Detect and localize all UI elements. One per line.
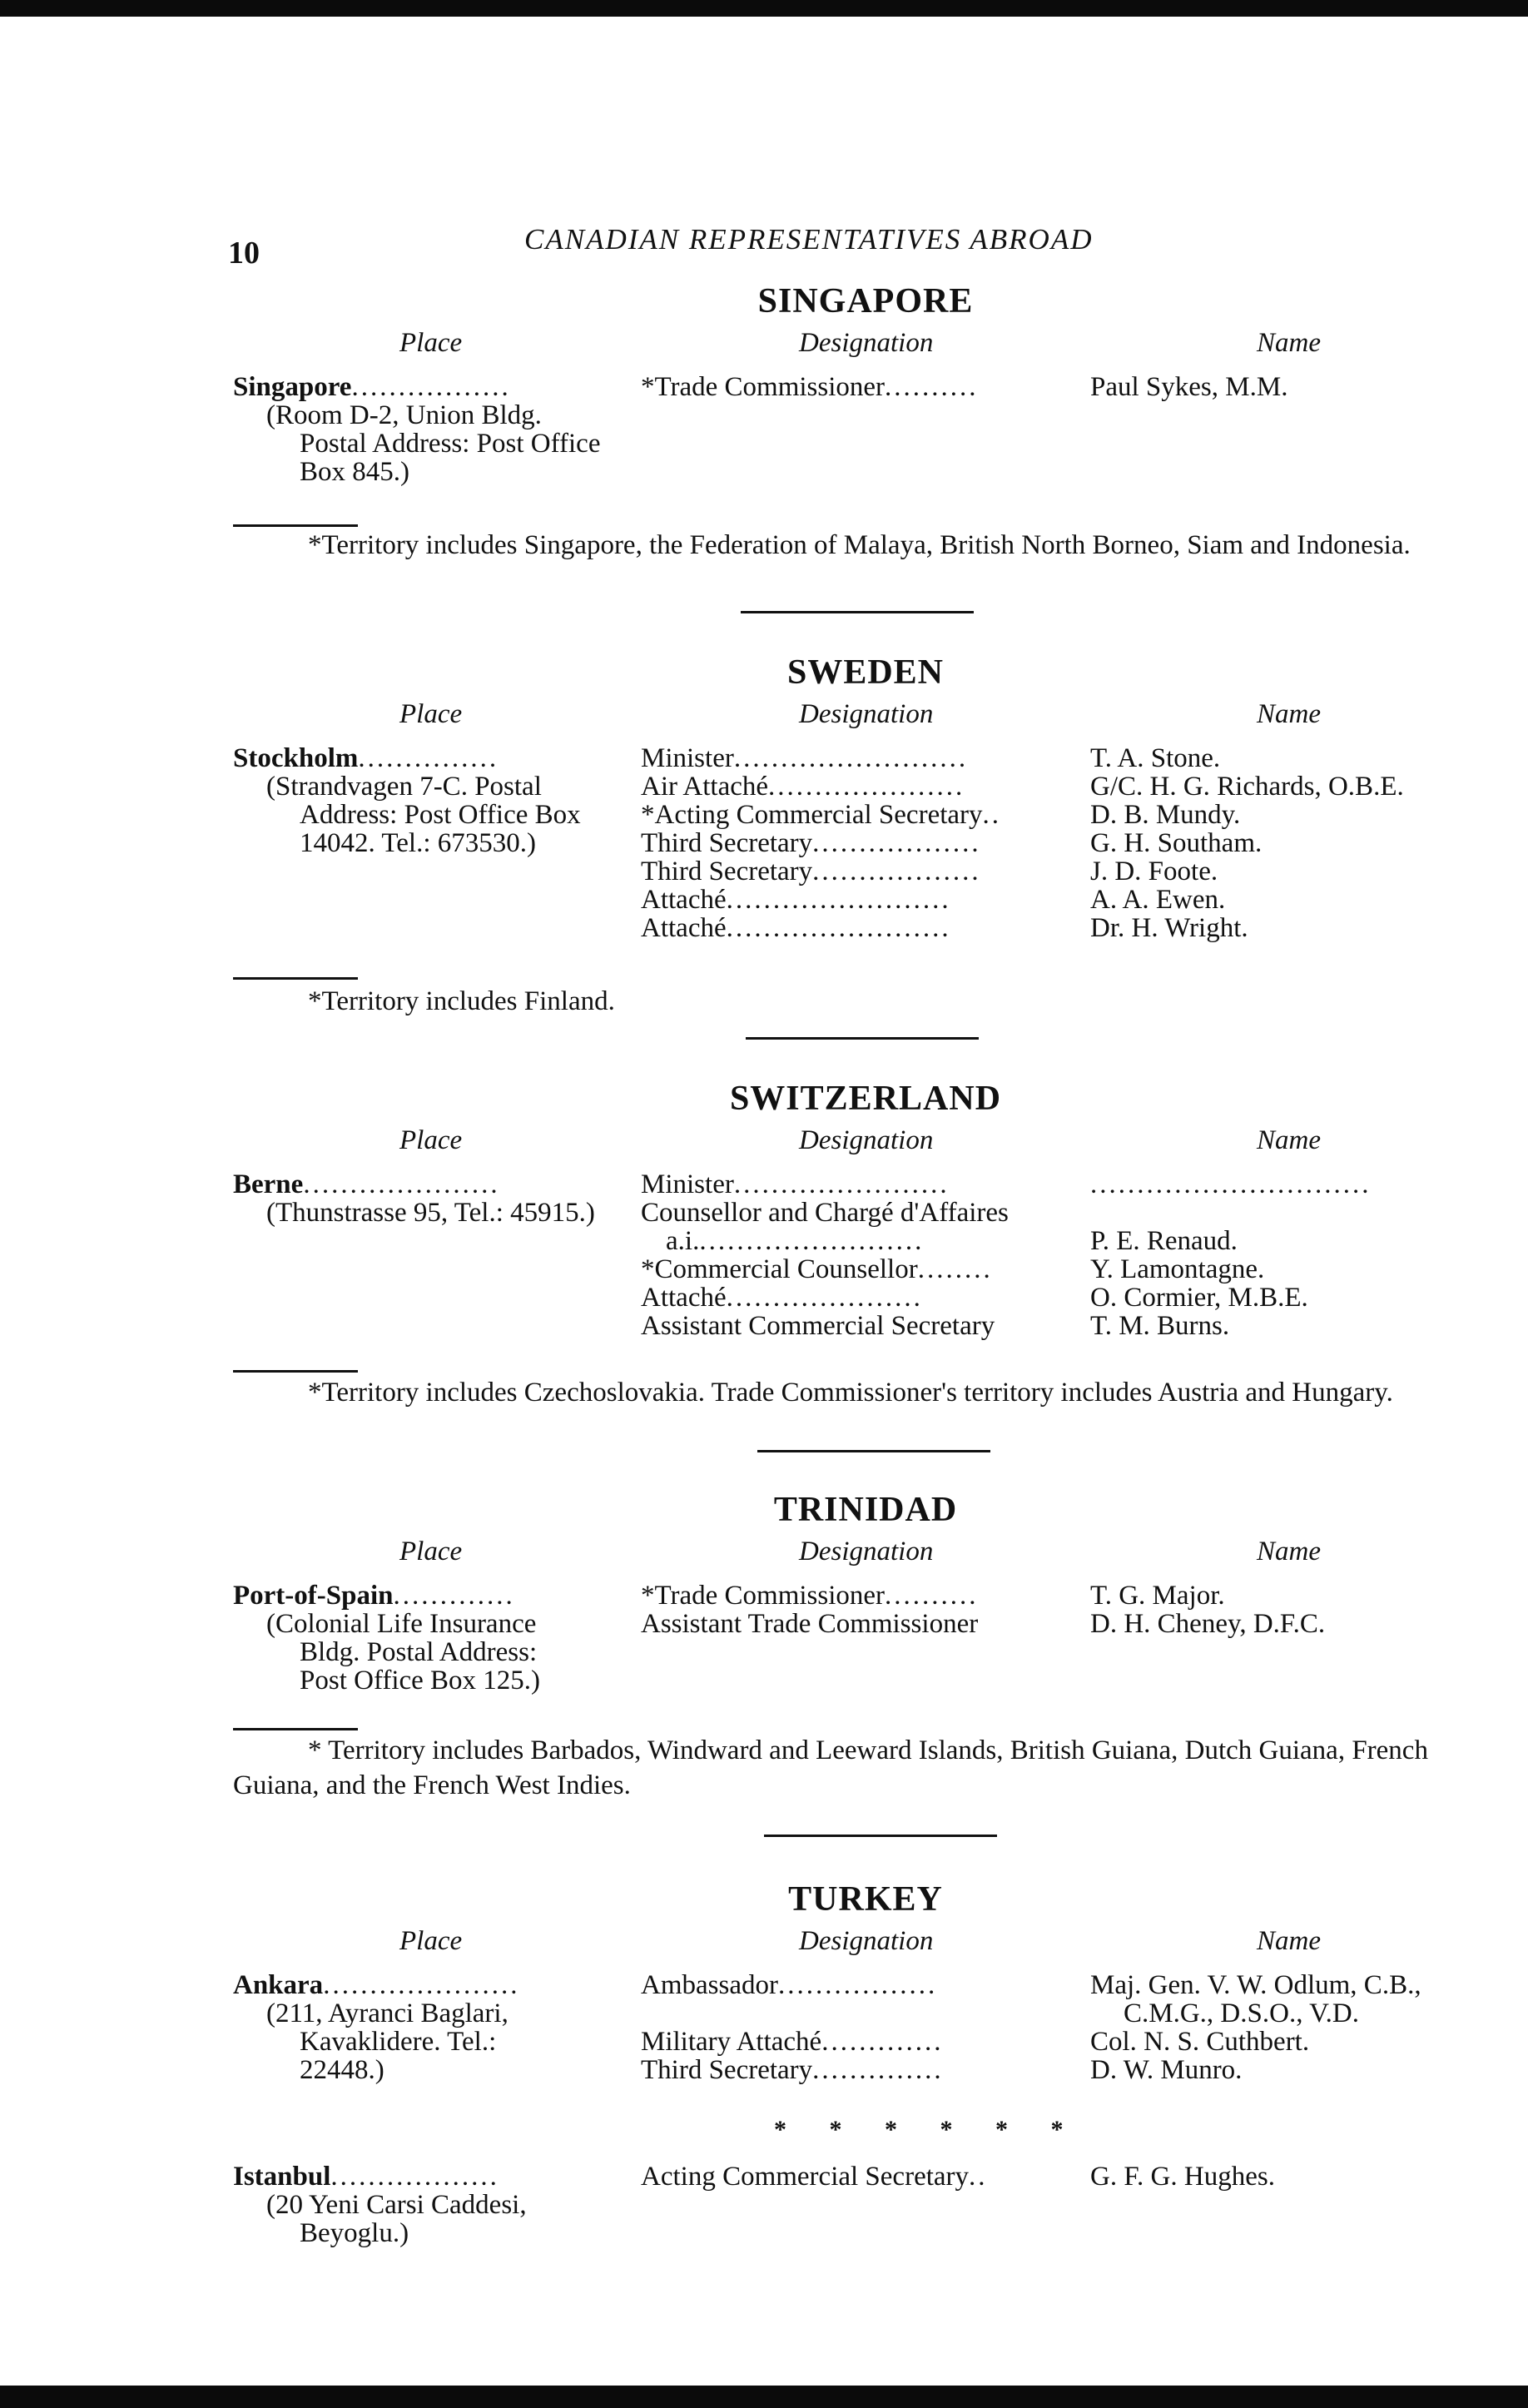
address-line: (Room D-2, Union Bldg. — [266, 400, 542, 430]
person-name: P. E. Renaud. — [1090, 1227, 1238, 1255]
person-name: G/C. H. G. Richards, O.B.E. — [1090, 772, 1404, 801]
heading-name: Name — [1257, 1537, 1321, 1566]
entry-singapore: Singapore................. (Room D-2, Union Bldg. Postal Address: Post Office Box 845.) *Trade Commissioner.......... Paul Sykes, M.M. — [233, 373, 1498, 489]
entry-port-of-spain: Port-of-Spain............. (Colonial Life Insurance Bldg. Postal Address: Post Office Box 125.) *Trade Commissioner.......... Assistant Trade Commissioner T. G. Major. D. H. Cheney, D.F.C. — [233, 1581, 1498, 1698]
person-name: D. W. Munro. — [1090, 2056, 1243, 2084]
column-headings — [233, 1537, 1498, 1581]
person-name: Paul Sykes, M.M. — [1090, 373, 1288, 401]
country-heading: TRINIDAD — [773, 1491, 958, 1529]
address-line: Address: Post Office Box — [300, 800, 581, 830]
entry-istanbul: Istanbul.................. (20 Yeni Carsi Caddesi, Beyoglu.) Acting Commercial Secretary.. G. F. G. Hughes. — [233, 2162, 1498, 2254]
section-sweden — [233, 653, 1498, 1016]
address-line: Postal Address: Post Office — [300, 429, 601, 459]
heading-place: Place — [399, 1125, 463, 1155]
column-headings — [233, 1125, 1498, 1170]
person-name: A. A. Ewen. — [1090, 886, 1226, 914]
heading-designation: Designation — [799, 699, 934, 729]
address-line: (211, Ayranci Baglari, — [266, 1998, 509, 2028]
place-name: Ankara — [233, 1971, 324, 1999]
heading-designation: Designation — [799, 1926, 934, 1956]
designation: Air Attaché — [641, 772, 769, 801]
designation: Military Attaché — [641, 2028, 822, 2056]
person-name: G. F. G. Hughes. — [1090, 2162, 1275, 2191]
footnote-rule — [233, 977, 358, 980]
designation: *Trade Commissioner — [641, 373, 886, 401]
designation: Counsellor and Chargé d'Affaires — [641, 1199, 1009, 1227]
entry-stockholm: Stockholm............... (Strandvagen 7-C. Postal Address: Post Office Box 14042. Tel.: 673530.) Minister......................... Air Attaché..................... *Acting Commercial Secretary.. Third Secretary.................. Third Secretary.................. Attaché........................ Attaché........................ T. A. Stone. G/C. H. G. Richards, O.B.E. D. B. Mundy. G. H. Southam. J. D. Foote. A. A. Ewen. Dr. H. Wright. — [233, 744, 1498, 944]
address-line: (Strandvagen 7-C. Postal — [266, 772, 542, 802]
place-name: Stockholm — [233, 744, 359, 772]
designation: Minister — [641, 1170, 734, 1199]
designation: Assistant Commercial Secretary — [641, 1312, 995, 1340]
heading-place: Place — [399, 1537, 463, 1566]
address-line: (Thunstrasse 95, Tel.: 45915.) — [266, 1198, 595, 1228]
column-headings — [233, 328, 1498, 373]
designation: *Trade Commissioner — [641, 1581, 886, 1610]
scan-border-bottom — [0, 2386, 1528, 2408]
footnote-rule — [233, 1728, 358, 1730]
address-line: Kavaklidere. Tel.: — [300, 2027, 497, 2057]
heading-place: Place — [399, 328, 463, 358]
person-name: Y. Lamontagne. — [1090, 1255, 1265, 1283]
person-name: T. G. Major. — [1090, 1581, 1225, 1610]
address-line: 22448.) — [300, 2055, 384, 2085]
person-name: D. B. Mundy. — [1090, 801, 1241, 829]
column-headings — [233, 1926, 1498, 1971]
designation: Attaché — [641, 914, 727, 942]
footnote: *Territory includes Singapore, the Federation of Malaya, British North Borneo, Siam and Indonesia. — [308, 530, 1411, 560]
footnote-rule — [233, 1370, 358, 1373]
designation: Assistant Trade Commissioner — [641, 1610, 979, 1638]
designation: Attaché — [641, 886, 727, 914]
country-heading: SWEDEN — [786, 653, 945, 692]
person-name: Maj. Gen. V. W. Odlum, C.B., — [1090, 1971, 1421, 1999]
place-name: Port-of-Spain — [233, 1581, 394, 1610]
section-turkey — [233, 1879, 1498, 2248]
address-line: Box 845.) — [300, 457, 409, 487]
designation: Ambassador — [641, 1971, 778, 1999]
person-name: G. H. Southam. — [1090, 829, 1263, 857]
address-line: Post Office Box 125.) — [300, 1666, 541, 1696]
heading-place: Place — [399, 699, 463, 729]
person-name: Dr. H. Wright. — [1090, 914, 1248, 942]
section-switzerland — [233, 1079, 1498, 1408]
section-divider — [741, 611, 974, 613]
person-name: J. D. Foote. — [1090, 857, 1218, 886]
place-name: Berne — [233, 1170, 304, 1199]
designation: Third Secretary — [641, 2056, 813, 2084]
person-name: C.M.G., D.S.O., V.D. — [1124, 1999, 1360, 2028]
footnote: * Territory includes Barbados, Windward and Leeward Islands, British Guiana, Dutch Guiana, French Guiana, and the French West Indies. — [233, 1735, 1428, 1800]
person-name: T. A. Stone. — [1090, 744, 1221, 772]
entry-ankara: Ankara..................... (211, Ayranci Baglari, Kavaklidere. Tel.: 22448.) Ambassador................. Military Attaché............. Third Secretary.............. Maj. Gen. V. W. Odlum, C.B., C.M.G., D.S.O., V.D. Col. N. S. Cuthbert. D. W. Munro. — [233, 1971, 1498, 2104]
person-name: O. Cormier, M.B.E. — [1090, 1283, 1308, 1312]
place-name: Istanbul — [233, 2162, 331, 2191]
place-name: Singapore — [233, 373, 352, 401]
running-head: CANADIAN REPRESENTATIVES ABROAD — [524, 223, 1094, 256]
heading-designation: Designation — [799, 1537, 934, 1566]
vacant-name-dots: .............................. — [1090, 1170, 1372, 1199]
scan-border-top — [0, 0, 1528, 17]
section-singapore — [233, 281, 1498, 560]
country-heading: SWITZERLAND — [729, 1080, 1002, 1118]
country-heading: TURKEY — [788, 1880, 943, 1919]
address-line: Beyoglu.) — [300, 2218, 409, 2248]
section-trinidad — [233, 1490, 1498, 1800]
address-line: 14042. Tel.: 673530.) — [300, 828, 536, 858]
footnote: *Territory includes Finland. — [308, 986, 615, 1016]
designation: a.i. — [666, 1227, 700, 1255]
person-name — [1090, 1199, 1506, 1227]
footnote: *Territory includes Czechoslovakia. Trade Commissioner's territory includes Austria and Hungary. — [308, 1378, 1393, 1408]
heading-designation: Designation — [799, 1125, 934, 1155]
section-divider — [764, 1835, 997, 1837]
designation: Third Secretary — [641, 857, 813, 886]
footnote-rule — [233, 524, 358, 527]
address-line: (Colonial Life Insurance — [266, 1609, 537, 1639]
column-headings — [233, 699, 1498, 744]
designation: Third Secretary — [641, 829, 813, 857]
heading-designation: Designation — [799, 328, 934, 358]
section-divider — [746, 1037, 979, 1040]
designation: *Commercial Counsellor — [641, 1255, 918, 1283]
separator-stars: * * * * * * — [774, 2116, 1082, 2143]
country-heading: SINGAPORE — [757, 282, 974, 320]
person-name: T. M. Burns. — [1090, 1312, 1230, 1340]
designation: Acting Commercial Secretary — [641, 2162, 970, 2191]
heading-name: Name — [1257, 328, 1321, 358]
designation: *Acting Commercial Secretary — [641, 801, 983, 829]
entry-berne: Berne..................... (Thunstrasse 95, Tel.: 45915.) Minister....................... Counsellor and Chargé d'Affaires a.i......................... *Commercial Counsellor........ Attaché..................... Assistant Commercial Secretary .............................. P. E. Renaud. Y. Lamontagne. O. Cormier, M.B.E. T. M. Burns. — [233, 1170, 1498, 1345]
designation: Minister — [641, 744, 734, 772]
heading-name: Name — [1257, 699, 1321, 729]
section-divider — [757, 1450, 990, 1452]
heading-place: Place — [399, 1926, 463, 1956]
address-line: (20 Yeni Carsi Caddesi, — [266, 2190, 527, 2220]
designation: Attaché — [641, 1283, 727, 1312]
person-name: Col. N. S. Cuthbert. — [1090, 2028, 1310, 2056]
person-name: D. H. Cheney, D.F.C. — [1090, 1610, 1326, 1638]
heading-name: Name — [1257, 1926, 1321, 1956]
address-line: Bldg. Postal Address: — [300, 1637, 538, 1667]
page-number: 10 — [228, 236, 260, 271]
heading-name: Name — [1257, 1125, 1321, 1155]
